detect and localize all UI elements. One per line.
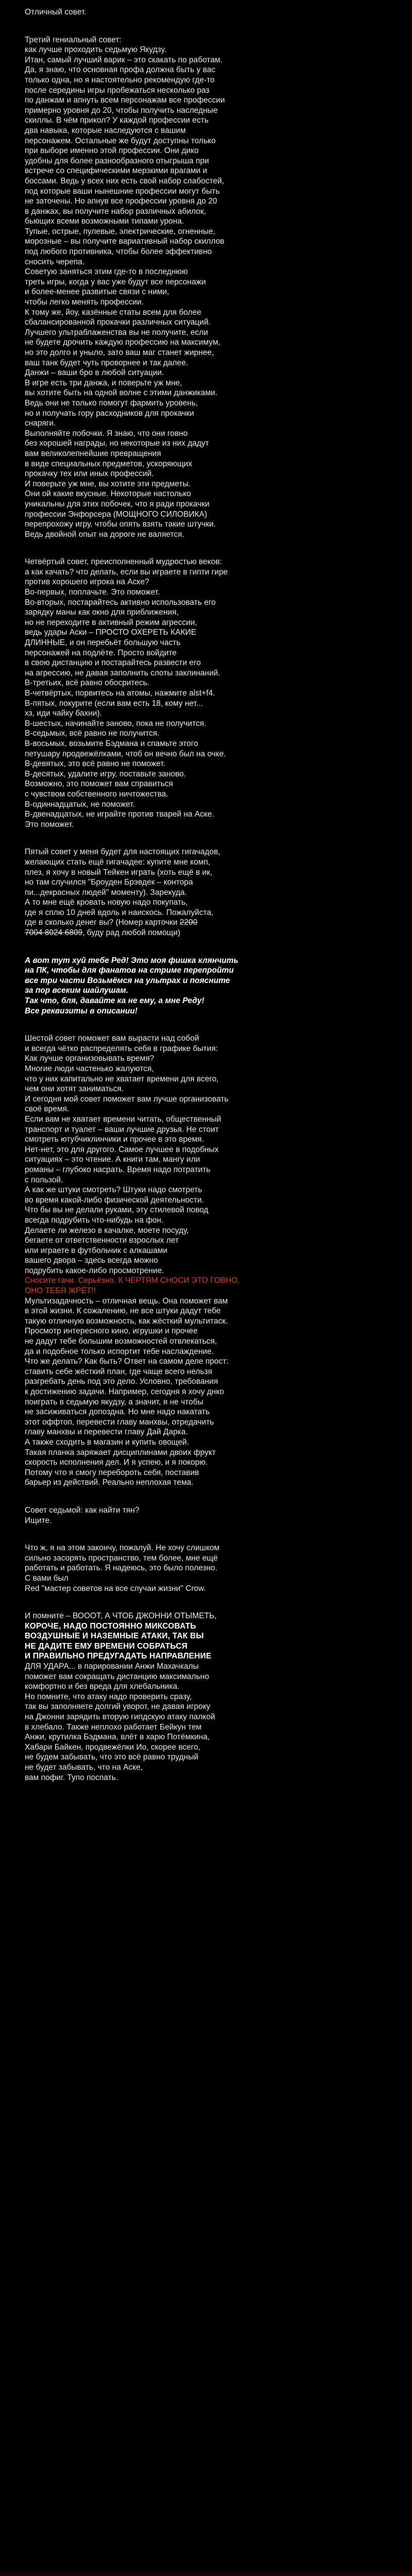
- text-line: после середины игры пробежаться несколько раз: [25, 86, 210, 95]
- text-line: В игре есть три данжа, и поверьте уж мне,: [25, 378, 182, 387]
- text-line: и всегда чётко распределять себя в графике бытия:: [25, 1044, 218, 1053]
- text-line: ваш танк будет чуть проворнее и так далее.: [25, 358, 188, 367]
- text-line: не будет забывать, что на Аске,: [25, 1763, 143, 1772]
- text-line: В-четвёртых, порвитесь на атомы, нажмите alst+f4.: [25, 689, 215, 698]
- text-line: так вы заполняете долгий уворот, не давая игроку: [25, 1702, 211, 1711]
- text-segment: , буду рад любой помощи): [82, 928, 181, 938]
- text-line: барьер из действий. Реально неплохая тема.: [25, 1478, 194, 1487]
- text-line: А вот тут хуй тебе Ред! Это моя фишка клянчить: [25, 956, 238, 965]
- footer-banner: [0, 2571, 412, 2576]
- text-line: вам великолепнейшие превращения: [25, 449, 161, 458]
- text-line: комфортно и без вреда для хлебальника.: [25, 1682, 180, 1691]
- text-line: петушару продвежёлками, чтоб он вечно был на очке.: [25, 749, 226, 758]
- text-line: Во-вторых, постарайтесь активно использовать его: [25, 598, 216, 607]
- text-line: Итан, самый лучший варик – это скакать по работам.: [25, 55, 222, 64]
- card-number-fragment: 7004 8024 6809: [25, 928, 83, 938]
- paragraph: [25, 1543, 220, 1594]
- text-line: всегда подрубить что-нибудь на фон.: [25, 1215, 164, 1225]
- text-line: такую отличную возможность, как жёсткий мультитаск.: [25, 1316, 228, 1326]
- text-line: Делаете ли железо в качалке, моете посуду,: [25, 1226, 189, 1235]
- text-line: где я сплю 10 дней вдоль и наискось. Пожалуйста,: [25, 908, 214, 917]
- text-line: персонажей на подлёте. Просто войдите: [25, 648, 177, 657]
- text-line: к достижению задачи. Например, сегодня я хочу днко: [25, 1387, 224, 1396]
- text-line: романы – глубоко насрать. Время надо потратить: [25, 1165, 211, 1174]
- text-line: КОРОЧЕ, НАДО ПОСТОЯННО МИКСОВАТЬ: [25, 1621, 196, 1631]
- text-line: вы хотите быть на одной волне с этими данжиками.: [25, 388, 218, 398]
- text-line: профессии Энфорсера (МОЩНОГО СИЛОВИКА): [25, 510, 208, 519]
- text-line: А также сходить в магазин и купить овощей.: [25, 1437, 189, 1447]
- text-line: желающих стать ещё гигачадее: купите мне комп,: [25, 857, 211, 867]
- text-line: скорость исполнения дел. И я успею, и я покорю.: [25, 1458, 208, 1467]
- text-line: Red "мастер советов на все случаи жизни" Crow.: [25, 1584, 206, 1593]
- text-line: ситуациях – это чтение. А книги там, мангу или: [25, 1155, 200, 1164]
- text-line: вашего двора – здесь всегда можно: [25, 1256, 158, 1265]
- text-line: не заточены. Но апнув все профессии уровня до 20: [25, 197, 217, 206]
- text-line: перепрохожу игру, чтобы опять взять такие штучки.: [25, 520, 216, 529]
- text-line: не дадут тебе большим возможностей отвлекаться,: [25, 1337, 217, 1346]
- text-line: бьющих всеми возможными типами урона.: [25, 217, 184, 226]
- text-line: пи...декрасных людей" моменту). Зарекуда.: [25, 888, 187, 897]
- text-line: по данжам и апнуть всем персонажам все профессии: [25, 96, 225, 105]
- text-line: вам пофиг. Тупо поспать.: [25, 1773, 118, 1782]
- text-line: при выборе именно этой профессии. Они дико: [25, 146, 199, 156]
- text-line: И помните – ВОООТ, А ЧТОБ ДЖОННИ ОТЫМЕТЬ,: [25, 1612, 217, 1621]
- text-line: этот оффтоп, перевести главу манхвы, отредачить: [25, 1417, 214, 1427]
- text-line: С вами был: [25, 1573, 68, 1583]
- text-line: Возможно, это поможет вам справиться: [25, 779, 173, 789]
- text-line: Потому что я смогу перебороть себя, поставив: [25, 1468, 199, 1477]
- text-line: под любого противника, чтобы более эффективно: [25, 247, 212, 257]
- text-line: скиллы. В чём прикол? У каждой профессии есть: [25, 116, 209, 125]
- text-line: К тому же, йоу, казённые статы всем для более: [25, 308, 201, 317]
- text-line: или играете в футбольчик с алкашами: [25, 1246, 168, 1255]
- text-line: поиграть в седьмую якудзу, а значит, я не чтобы: [25, 1397, 203, 1406]
- text-line: два навыка, которые наследуются с вашим: [25, 126, 186, 135]
- text-line: своё время.: [25, 1105, 70, 1114]
- text-line: Лучшего ультраблаженства вы не получите, если: [25, 328, 208, 337]
- text-line: И поверьте уж мне, вы хотите эти предметы.: [25, 479, 191, 488]
- text-line: В-девятых, это всё равно не поможет.: [25, 759, 166, 769]
- text-line: чем они хотят заниматься.: [25, 1084, 124, 1094]
- text-line: все три части Возьмёмся на ультрах и поясните: [25, 976, 230, 985]
- text-line: как лучше проходить седьмую Якудзу.: [25, 45, 167, 55]
- text-line: Это поможет.: [25, 820, 74, 829]
- text-line: транспорт и туалет – ваши лучшие друзья. Не стоит: [25, 1125, 219, 1134]
- text-line: ДЛЯ УДАРА... в парировании Анжи Махачкалы: [25, 1662, 199, 1671]
- text-line: на ПК, чтобы для фанатов на стриме перепройти: [25, 966, 234, 975]
- text-line: Четвёртый совет, преисполненный мудростью веков:: [25, 557, 222, 567]
- text-line: работать и работать. Я надеюсь, это было полезно.: [25, 1564, 218, 1573]
- text-line: И сегодня мой совет поможет вам лучше организовать: [25, 1094, 229, 1104]
- text-line: Пятый совет у меня будет для настоящих гигачадов,: [25, 848, 220, 857]
- text-line: Такая планка заряжает дисциплинами двоих фрукт: [25, 1448, 216, 1457]
- text-line: Сносите гачи. Серьёзно. К ЧЕРТЯМ СНОСИ ЭТО ГОВНО,: [25, 1276, 240, 1285]
- text-line: в данжах, вы получите набор различных абилок,: [25, 207, 207, 216]
- text-line: треть игры, когда у вас уже будут все персонажи: [25, 277, 206, 286]
- paragraph: [25, 557, 228, 829]
- text-line: В-восьмых, возьмите Бэдмана и спамьте этого: [25, 739, 198, 748]
- text-line: а как качать? что делать, если вы играете в гипти гире: [25, 567, 228, 577]
- text-line: встрече со специфическими мерзкими врагами и: [25, 166, 208, 176]
- text-line: Выполняйте побочки. Я знаю, что они говно: [25, 429, 188, 438]
- text-line: за пор всеким шайлушам.: [25, 986, 128, 995]
- text-line: Если вам не хватает времени читать, общественный: [25, 1114, 221, 1124]
- text-line: Тупые, острые, пулевые, электрические, огненные,: [25, 227, 215, 236]
- paragraph: [25, 1505, 210, 1526]
- text-line: В-седьмых, всё равно не получится.: [25, 729, 160, 738]
- text-line: В-одиннадцатых, не поможет.: [25, 800, 135, 809]
- paragraph: [25, 847, 220, 938]
- text-line: с чувством собственного ничтожества.: [25, 789, 168, 799]
- text-line: но это долго и уныло, зато ваш маг станет жирнее,: [25, 348, 214, 357]
- text-line: не будем забывать, что это всё равно трудный: [25, 1753, 198, 1762]
- text-line: Третий гениальный совет:: [25, 35, 122, 44]
- text-line: В-третьих, всё равно обосритесь.: [25, 679, 150, 688]
- text-line: Что же делать? Как быть? Ответ на самом деле прост:: [25, 1357, 229, 1366]
- paragraph: [25, 956, 238, 1016]
- text-line: да и подобное только испортит тебе наслаждение.: [25, 1347, 214, 1356]
- text-line: в хлебало. Также неплохо работает Бейкун тем: [25, 1722, 202, 1732]
- text-line: морозные – вы получите вариативный набор скиллов: [25, 237, 225, 246]
- text-line: Совет седьмой: как найти тян?: [25, 1505, 140, 1515]
- text-line: зарядку маны как окно для приближения,: [25, 608, 179, 617]
- text-line: сбалансированной прокачки различных ситуаций.: [25, 318, 211, 327]
- text-line: А как же штуки смотреть? Штуки надо смотреть: [25, 1185, 202, 1195]
- text-line: смотреть ютубчиклинчики и прочее в это время.: [25, 1135, 204, 1144]
- text-line: плез, я хочу в новый Тейкен играть (хоть ещё в ик,: [25, 868, 213, 877]
- text-line: персонажем. Остальные же будут доступны только: [25, 136, 216, 145]
- text-line: но там случился "Броуден Брэвдек – контора: [25, 878, 193, 887]
- text-line: хз, иди чайку бахни).: [25, 709, 102, 718]
- text-line: только одна, но я настоятельно рекомендую где-то: [25, 75, 215, 84]
- text-line: Ведь двойной опыт на дороге не валяется.: [25, 530, 184, 539]
- text-line: но и получать гору расходников для прокачки: [25, 409, 194, 418]
- text-line: прокачку тех или иных профессий.: [25, 469, 154, 479]
- text-line: Что бы вы не делали руками, эту стилевой повод: [25, 1206, 209, 1215]
- text-line: примерно уровня до 20, чтобы получить наследные: [25, 106, 218, 115]
- text-line: Ведь они не только помогут фармить уровень,: [25, 398, 198, 408]
- text-line: не засиживаться допоздна. Но мне надо накатать: [25, 1408, 210, 1417]
- paragraph: [25, 35, 225, 540]
- text-line: [25, 918, 210, 928]
- text-line: в этой жизни. К сожалению, не все штуки дадут тебе: [25, 1307, 221, 1316]
- card-number-fragment: 2200: [179, 918, 198, 927]
- text-line: главу манхвы и перевести главу Дай Дарка.: [25, 1428, 188, 1437]
- text-line: ВОЗДУШНЫЕ И НАЗЕМНЫЕ АТАКИ, ТАК ВЫ: [25, 1632, 204, 1641]
- paragraph: [25, 1033, 240, 1488]
- text-line: снаряги.: [25, 419, 56, 428]
- text-line: в виде специальных предметов, ускоряющих: [25, 459, 193, 468]
- text-line: что у них капитально не хватает времени для всего,: [25, 1074, 219, 1083]
- text-line: боссами. Ведь у всех них есть свой набор слабостей,: [25, 176, 225, 185]
- text-line: ведь удары Аски – ПРОСТО ОХЕРЕТЬ КАКИЕ: [25, 628, 197, 637]
- text-line: Так что, бля, давайте ка не ему, а мне Реду!: [25, 996, 204, 1006]
- text-line: Нет-нет, это для другого. Самое лучшее в подобных: [25, 1145, 219, 1154]
- text-line: с пользой.: [25, 1175, 63, 1184]
- text-line: на Джонни зарядить вторую гипдскую атаку палкой: [25, 1713, 215, 1722]
- text-line: В-десятых, удалите игру, поставьте заново.: [25, 769, 186, 778]
- text-line: Данжи – ваши бро в любой ситуации.: [25, 368, 164, 378]
- text-line: под которые ваши нынешние профессии могут быть: [25, 187, 220, 196]
- text-line: против хорошего игрока на Аске?: [25, 578, 149, 587]
- text-line: Мультизадачность – отличная вещь. Она поможет вам: [25, 1296, 228, 1306]
- text-line: поможет вам сокращать дистанцию максимально: [25, 1672, 209, 1681]
- paragraph: [25, 7, 210, 18]
- text-line: Что ж, я на этом закончу, пожалуй. Не хочу слишком: [25, 1544, 220, 1553]
- text-segment: где в сколько денег вы? (Номер карточки: [25, 918, 180, 927]
- text-line: уникальны для этих побочек, что я ради прокачки: [25, 499, 210, 509]
- post-body: [25, 7, 240, 1800]
- text-line: НЕ ДАДИТЕ ЕМУ ВРЕМЕНИ СОБРАТЬСЯ: [25, 1641, 188, 1651]
- text-line: подрубить какое-либо просмотрение.: [25, 1266, 164, 1275]
- text-line: бегаете от ответственности взрослых лет: [25, 1236, 179, 1245]
- text-line: в свою дистанцию и постарайтесь развести его: [25, 658, 201, 668]
- text-line: Советую заняться этим где-то в последнюю: [25, 267, 188, 277]
- text-line: но не переходите в активный режим агрессии,: [25, 618, 197, 627]
- text-line: Ищите.: [25, 1516, 52, 1525]
- text-line: без хорошей награды, но некоторые из них дадут: [25, 439, 209, 448]
- text-line: сильно засорять пространство, тем более, мне ещё: [25, 1553, 218, 1563]
- text-line: В-двенадцатых, не играйте против тварей на Аске.: [25, 810, 214, 819]
- text-line: Анжи, крутилка Бэдмана, влёт в харю Потёмкина,: [25, 1733, 210, 1742]
- text-line: В-пятых, покурите (если вам есть 18, кому нет...: [25, 699, 203, 708]
- text-line: сносить черепа.: [25, 257, 85, 266]
- text-line: удобны для более разнообразного отыгрыша при: [25, 156, 209, 165]
- text-line: И ПРАВИЛЬНО ПРЕДУГАДАТЬ НАПРАВЛЕНИЕ: [25, 1652, 212, 1661]
- text-line: разгребать день под это дело. Условно, требования: [25, 1377, 218, 1386]
- text-line: Отличный совет.: [25, 8, 87, 16]
- text-line: ДЛИННЫЕ, и он перебьёт большую часть: [25, 638, 181, 648]
- text-line: Хабари Байкен, продвежёлки Ио, скорее всего,: [25, 1742, 201, 1752]
- text-line: чтобы легко менять профессии.: [25, 298, 144, 307]
- text-line: [25, 928, 210, 938]
- text-line: Все реквизиты в описании!: [25, 1006, 138, 1015]
- paragraph: [25, 1611, 217, 1783]
- text-line: не будете дрочить каждую профессию на максимум,: [25, 338, 220, 347]
- text-line: ставить себе жёсткий план, где чаще всего нельзя: [25, 1367, 213, 1376]
- text-line: Во-первых, поплачьте. Это поможет.: [25, 588, 160, 597]
- text-line: Они ой какие вкусные. Некоторые настолько: [25, 489, 191, 499]
- text-line: на агрессию, не давая заполнить слоты заклинаний.: [25, 668, 220, 677]
- text-line: Но помните, что атаку надо проверить сразу,: [25, 1692, 192, 1701]
- text-line: В-шестых, начинайте заново, пока не получится.: [25, 719, 207, 728]
- text-line: и более-менее развитые связи с ними,: [25, 287, 169, 297]
- text-line: Как лучше организовывать время?: [25, 1054, 154, 1063]
- text-line: А то мне ещё кровать новую надо покупать,: [25, 898, 188, 907]
- text-line: Многие люди частенько жалуются,: [25, 1064, 154, 1073]
- text-line: во время какой-либо физической деятельности.: [25, 1195, 204, 1205]
- text-line: Просмотр интересного кино, игрушки и прочее: [25, 1327, 198, 1336]
- text-line: Шестой совет поможет вам вырасти над собой: [25, 1034, 199, 1043]
- text-line: ОНО ТЕБЯ ЖРЁТ!!: [25, 1286, 96, 1296]
- text-line: Да, я знаю, что основная профа должна быть у вас: [25, 65, 216, 75]
